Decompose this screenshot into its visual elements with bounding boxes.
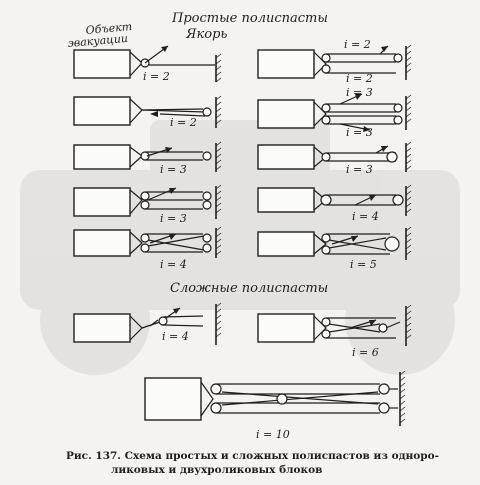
ratio-label: i = 3 — [160, 212, 187, 225]
heading-complex: Сложные полиспасты — [170, 281, 329, 296]
diagram-r1 — [258, 38, 411, 80]
heading-anchor: Якорь — [186, 27, 228, 42]
ratio-label: i = 2 — [170, 116, 197, 129]
ratio-label: i = 4 — [352, 210, 379, 223]
heading-simple: Простые полиспасты — [172, 11, 328, 26]
caption-line-1: Рис. 137. Схема простых и сложных полиспастов из одноро- — [66, 450, 439, 462]
ratio-label: i = 2 — [143, 70, 170, 83]
ratio-label: i = 3 — [346, 163, 373, 176]
object-label-1: Объект — [85, 19, 133, 37]
ratio-label: i = 3 — [346, 86, 373, 99]
ratio-label: i = 4 — [160, 258, 187, 271]
ratio-label: i = 5 — [350, 258, 377, 271]
ratio-label: i = 3 — [160, 163, 187, 176]
ratio-label: i = 3 — [346, 126, 373, 139]
diagram-c3 — [145, 371, 405, 441]
object-label-2: эвакуации — [67, 31, 129, 50]
ratio-label: i = 4 — [162, 330, 189, 343]
ratio-label: i = 10 — [256, 428, 290, 441]
ratio-label: i = 6 — [352, 346, 379, 359]
ratio-label: i = 2 — [344, 38, 371, 51]
diagram-l1 — [74, 46, 221, 83]
ratio-label: i = 2 — [346, 72, 373, 85]
caption-line-2: ликовых и двухроликовых блоков — [111, 464, 323, 476]
